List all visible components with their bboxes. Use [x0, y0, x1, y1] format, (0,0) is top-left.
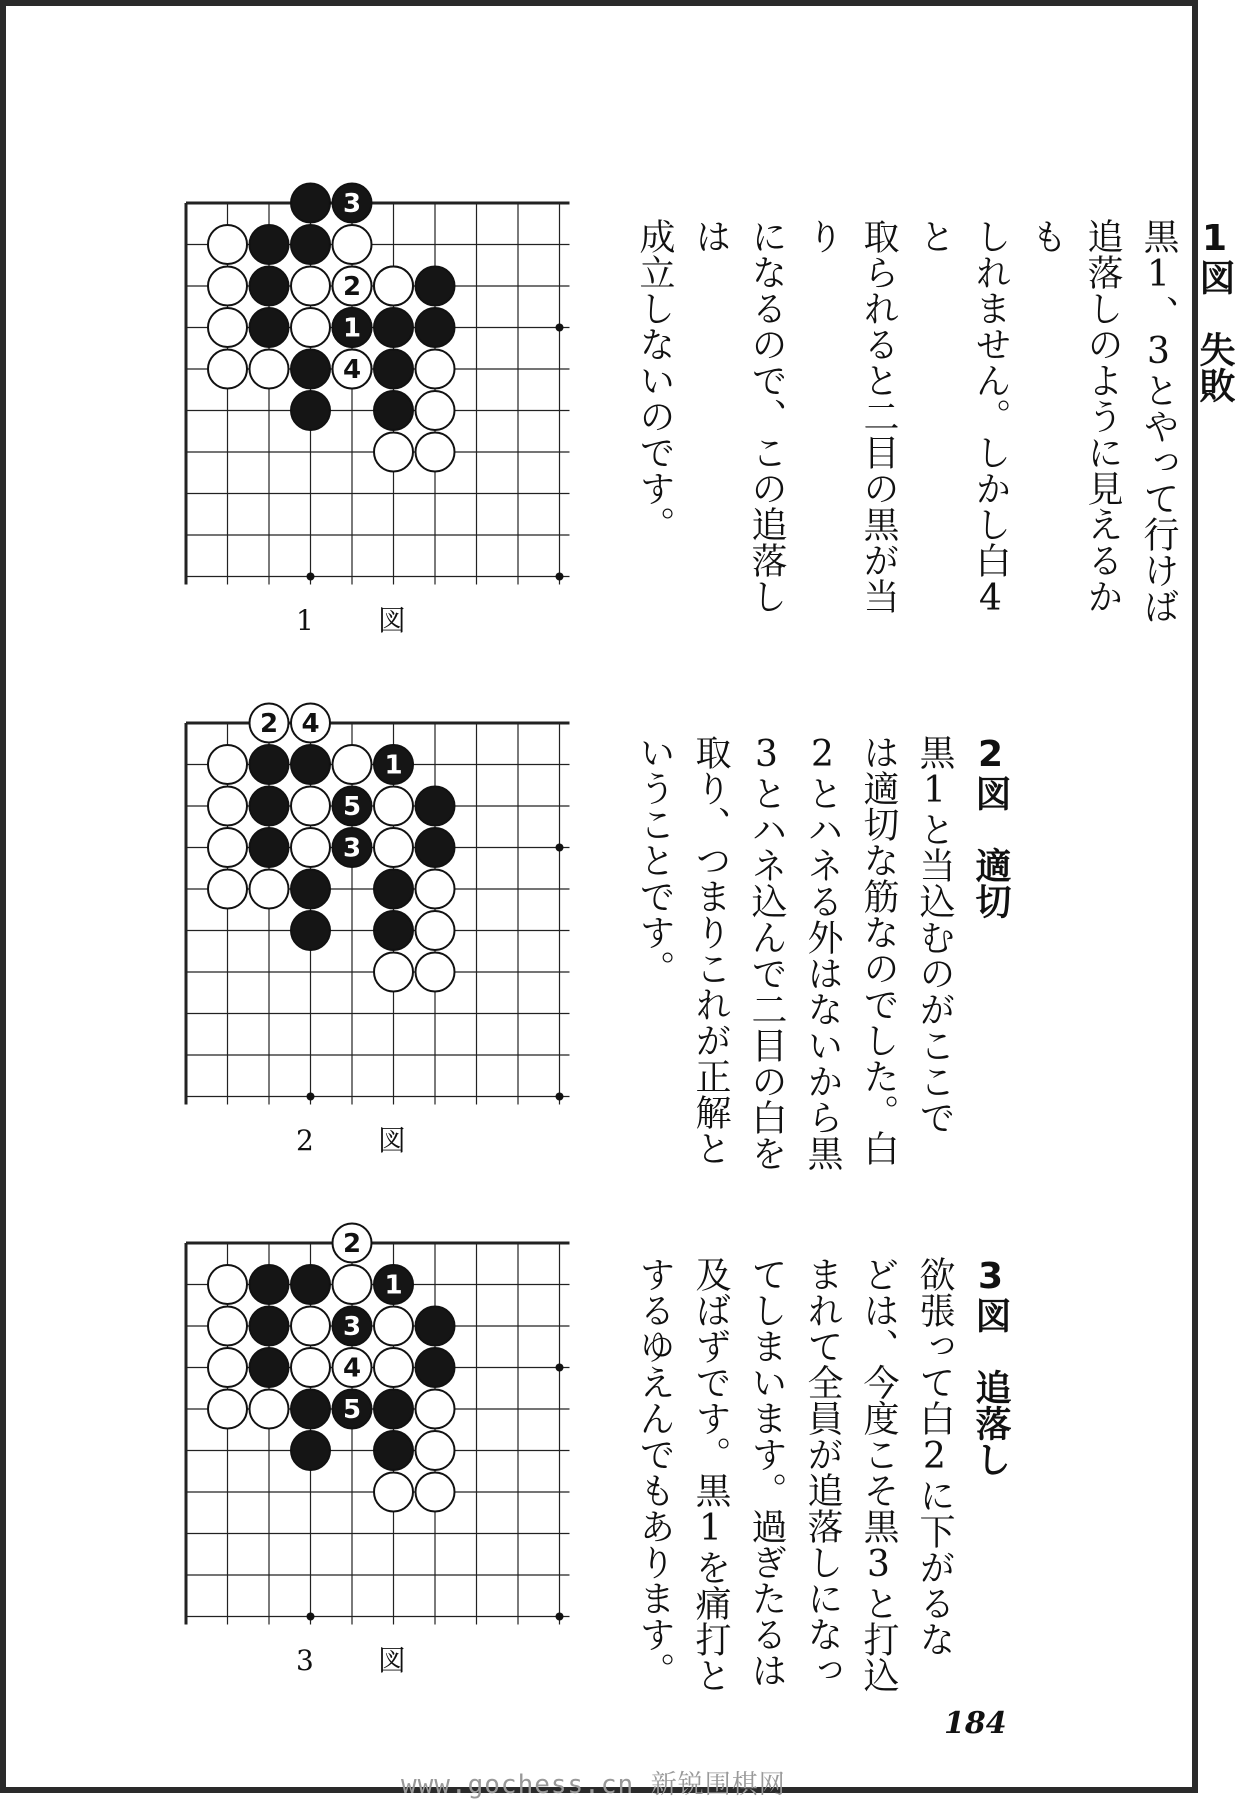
diagram-caption: 2 図 [296, 1124, 424, 1157]
text-line: いうことです。 [634, 734, 675, 986]
white-stone [208, 828, 247, 867]
text-line: 及ばずです。黒1を痛打と [690, 1256, 731, 1693]
white-stone [208, 225, 247, 264]
black-stone [250, 787, 289, 826]
text-line: 3とハネ込んで二目の白を [746, 734, 787, 1171]
white-stone [208, 1307, 247, 1346]
black-stone [250, 745, 289, 784]
white-stone [208, 745, 247, 784]
white-stone [333, 1265, 372, 1304]
black-stone [416, 267, 455, 306]
diagram-1 [166, 181, 606, 637]
black-stone [416, 787, 455, 826]
black-stone [333, 308, 372, 347]
black-stone [374, 308, 413, 347]
text-line: 成立しないのです。 [634, 218, 675, 542]
section-heading: 3図 追落し [970, 1256, 1011, 1477]
white-stone [208, 350, 247, 389]
black-stone [416, 1348, 455, 1387]
watermark-footer: www.gochess.cn 新锐围棋网 [401, 1770, 786, 1800]
black-stone [374, 350, 413, 389]
white-stone [291, 1307, 330, 1346]
white-stone [250, 1390, 289, 1429]
white-stone [208, 1265, 247, 1304]
black-stone [291, 1390, 330, 1429]
commentary-3 [626, 1256, 1018, 1696]
diagram-2 [166, 701, 606, 1157]
star-point [556, 1613, 564, 1621]
black-stone [291, 1431, 330, 1470]
white-stone [416, 870, 455, 909]
white-stone [374, 267, 413, 306]
diagram-caption: 3 図 [296, 1644, 424, 1677]
white-stone [374, 828, 413, 867]
black-stone [291, 184, 330, 223]
black-stone [374, 911, 413, 950]
white-stone [291, 1348, 330, 1387]
white-stone [416, 433, 455, 472]
black-stone [374, 1390, 413, 1429]
move-number: 1 [384, 1270, 403, 1301]
white-stone [333, 745, 372, 784]
white-stone [374, 953, 413, 992]
white-stone [416, 1431, 455, 1470]
move-number: 2 [342, 272, 362, 302]
text-line: どは、今度こそ黒3と打込 [858, 1256, 899, 1693]
white-stone [208, 1390, 247, 1429]
black-stone [374, 870, 413, 909]
move-number: 3 [342, 189, 362, 219]
black-stone [291, 745, 330, 784]
go-board-3 [166, 1221, 606, 1641]
white-stone [291, 308, 330, 347]
text-line: 欲張って白2に下がるな [914, 1256, 955, 1657]
white-stone [416, 1390, 455, 1429]
white-stone [291, 787, 330, 826]
diagram-3 [166, 1221, 606, 1677]
black-stone [416, 1307, 455, 1346]
go-board-2 [166, 701, 606, 1121]
white-stone [208, 1348, 247, 1387]
white-stone [291, 267, 330, 306]
white-stone [250, 870, 289, 909]
black-stone [250, 1307, 289, 1346]
star-point [556, 573, 564, 581]
white-stone [333, 350, 372, 389]
commentary-1 [626, 218, 1242, 638]
white-stone [374, 433, 413, 472]
black-stone [250, 828, 289, 867]
star-point [556, 1364, 564, 1372]
black-stone [374, 1265, 413, 1304]
text-line: 黒1と当込むのがここで [914, 734, 955, 1135]
diagram-caption: 1 図 [296, 604, 424, 637]
black-stone [291, 1265, 330, 1304]
white-stone [208, 308, 247, 347]
black-stone [416, 308, 455, 347]
go-board-1 [166, 181, 606, 601]
text-line: するゆえんでもあります。 [634, 1256, 675, 1688]
section-heading: 2図 適切 [970, 734, 1011, 919]
text-line: 追落しのように見えるかも [1026, 218, 1123, 614]
text-line: しれません。しかし白4と [914, 218, 1011, 619]
white-stone [291, 704, 330, 743]
white-stone [374, 1307, 413, 1346]
black-stone [374, 391, 413, 430]
black-stone [291, 225, 330, 264]
black-stone [291, 391, 330, 430]
move-number: 3 [342, 1312, 362, 1342]
black-stone [250, 1265, 289, 1304]
star-point [307, 1613, 315, 1621]
black-stone [250, 308, 289, 347]
page-number: 184 [944, 1706, 1007, 1741]
white-stone [333, 267, 372, 306]
text-line: まれて全員が追落しになっ [802, 1256, 843, 1688]
white-stone [416, 1473, 455, 1512]
move-number: 2 [259, 709, 279, 739]
commentary-2 [626, 734, 1018, 1174]
section-heading: 1図 失敗 [1194, 218, 1235, 403]
text-line: 取られると二目の黒が当り [802, 218, 899, 614]
text-line: 2とハネる外はないから黒 [802, 734, 843, 1171]
white-stone [250, 704, 289, 743]
white-stone [208, 267, 247, 306]
black-stone [333, 184, 372, 223]
star-point [307, 573, 315, 581]
black-stone [333, 828, 372, 867]
black-stone [374, 1431, 413, 1470]
black-stone [333, 787, 372, 826]
white-stone [416, 391, 455, 430]
black-stone [250, 1348, 289, 1387]
white-stone [374, 787, 413, 826]
black-stone [291, 870, 330, 909]
white-stone [416, 350, 455, 389]
white-stone [416, 953, 455, 992]
black-stone [291, 350, 330, 389]
white-stone [374, 1348, 413, 1387]
move-number: 4 [342, 355, 362, 385]
white-stone [208, 870, 247, 909]
black-stone [250, 225, 289, 264]
move-number: 2 [342, 1229, 362, 1259]
white-stone [250, 350, 289, 389]
white-stone [291, 828, 330, 867]
move-number: 1 [384, 750, 403, 781]
black-stone [374, 745, 413, 784]
move-number: 4 [342, 1353, 362, 1384]
star-point [556, 1093, 564, 1101]
text-line: 黒1、3とやって行けば [1138, 218, 1179, 624]
black-stone [333, 1390, 372, 1429]
star-point [556, 324, 564, 332]
text-line: 取り、つまりこれが正解と [690, 734, 731, 1166]
text-line: は適切な筋なのでした。白 [858, 734, 899, 1166]
white-stone [333, 1224, 372, 1263]
move-number: 5 [342, 792, 362, 822]
white-stone [333, 1348, 372, 1387]
white-stone [208, 787, 247, 826]
star-point [556, 844, 564, 852]
move-number: 5 [342, 1395, 362, 1425]
text-line: てしまいます。過ぎたるは [746, 1256, 787, 1688]
white-stone [374, 1473, 413, 1512]
black-stone [333, 1307, 372, 1346]
move-number: 4 [301, 709, 320, 739]
move-number: 3 [342, 833, 362, 864]
black-stone [250, 267, 289, 306]
move-number: 1 [342, 313, 362, 344]
star-point [307, 1093, 315, 1101]
black-stone [416, 828, 455, 867]
white-stone [333, 225, 372, 264]
black-stone [291, 911, 330, 950]
white-stone [416, 911, 455, 950]
text-line: になるので、この追落しは [690, 218, 787, 614]
